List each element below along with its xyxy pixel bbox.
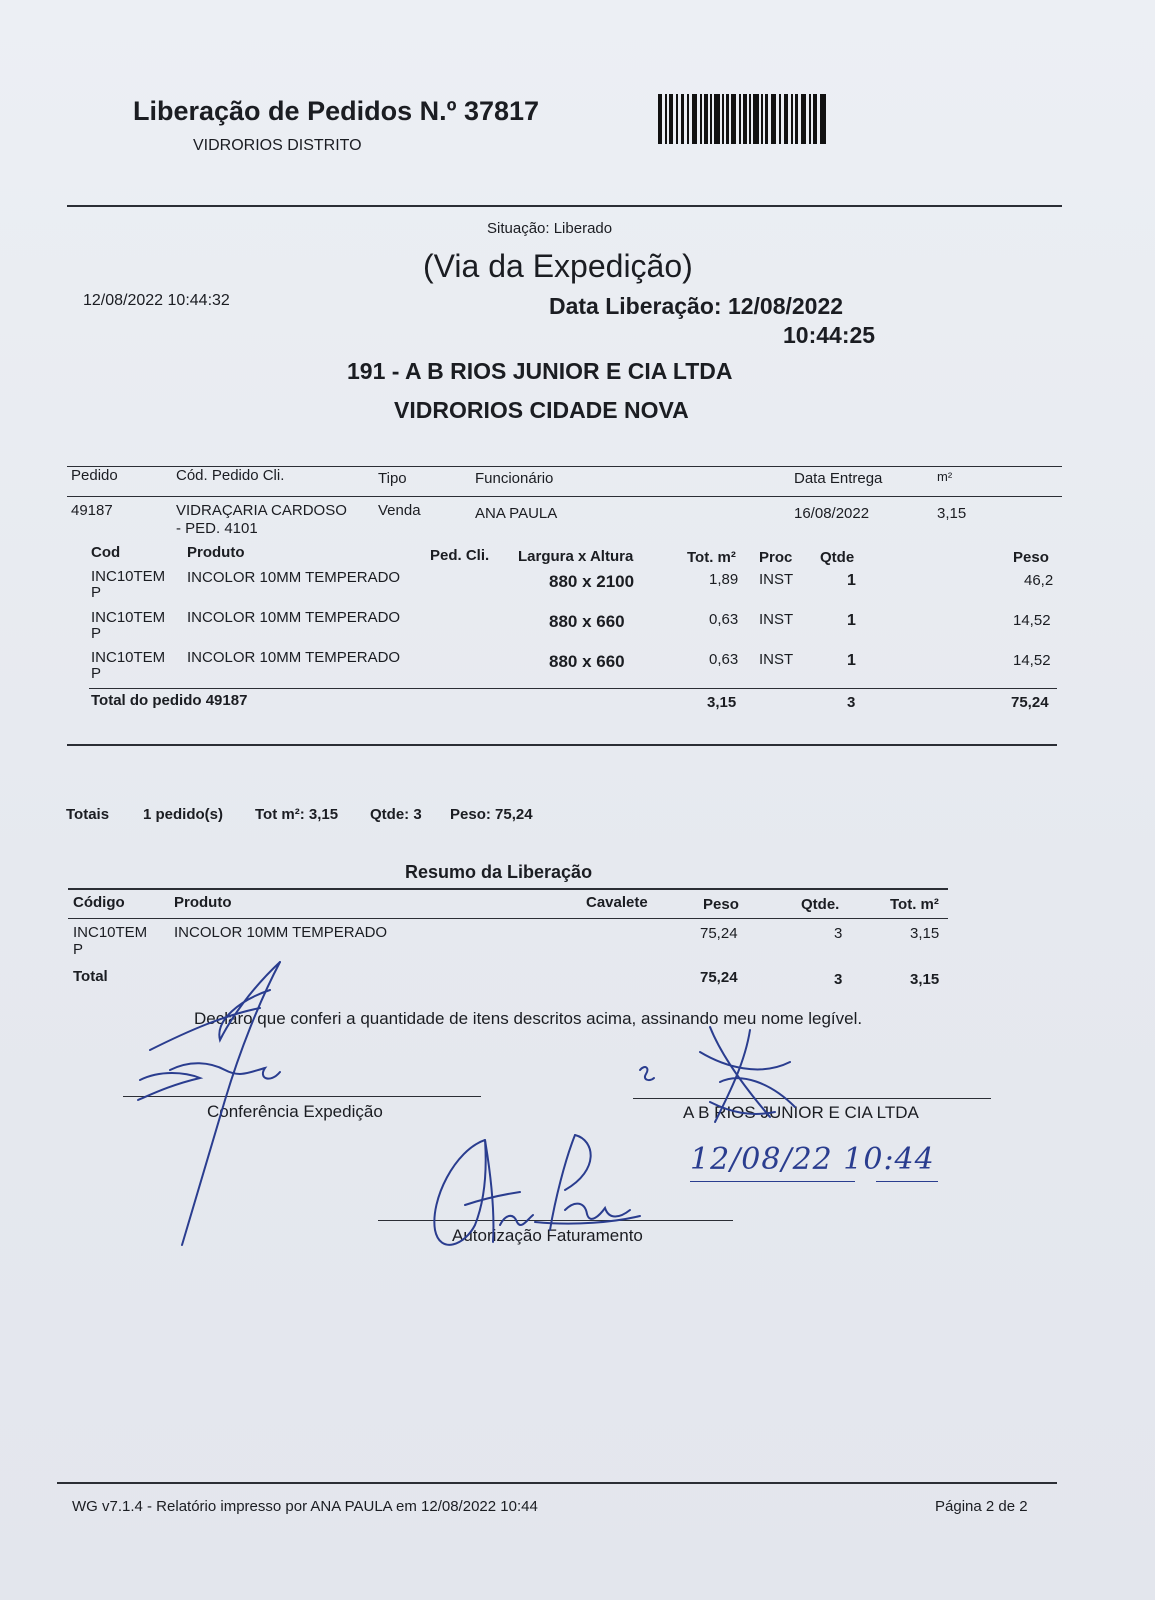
item-cod: INC10TEM <box>91 609 166 626</box>
totals-qtde: Qtde: 3 <box>370 806 422 823</box>
summary-col-tot-m2: Tot. m² <box>890 896 939 913</box>
item-qtde: 1 <box>847 612 856 629</box>
release-time: 10:44:25 <box>783 322 876 348</box>
item-cod-cont: P <box>91 665 102 682</box>
handwritten-signature-client <box>620 1022 820 1132</box>
order-delivery-date: 16/08/2022 <box>794 505 870 522</box>
summary-code: INC10TEM <box>73 924 148 941</box>
col-data-entrega: Data Entrega <box>794 470 883 487</box>
order-total-qtde: 3 <box>847 694 856 711</box>
situation-label: Situação: Liberado <box>487 220 613 237</box>
summary-col-peso: Peso <box>703 896 739 913</box>
col-tipo: Tipo <box>378 470 407 487</box>
col-cod-pedido-cli: Cód. Pedido Cli. <box>176 467 285 484</box>
client-signature-label: A B RIOS JUNIOR E CIA LTDA <box>683 1103 919 1122</box>
item-col-cod: Cod <box>91 544 121 561</box>
order-total-m2: 3,15 <box>707 694 737 711</box>
item-tot-m2: 0,63 <box>709 651 739 668</box>
item-dimensions: 880 x 660 <box>549 612 625 631</box>
company-name: VIDRORIOS DISTRITO <box>193 137 362 154</box>
item-qtde: 1 <box>847 652 856 669</box>
order-total-label: Total do pedido 49187 <box>91 692 248 709</box>
item-tot-m2: 1,89 <box>709 571 739 588</box>
item-col-produto: Produto <box>187 544 245 561</box>
printed-datetime: 12/08/2022 10:44:32 <box>83 292 230 309</box>
conferencia-label: Conferência Expedição <box>207 1102 383 1121</box>
summary-col-produto: Produto <box>174 894 232 911</box>
col-pedido: Pedido <box>71 467 118 484</box>
summary-title: Resumo da Liberação <box>405 862 593 882</box>
totals-label: Totais <box>66 806 110 823</box>
item-cod-cont: P <box>91 584 102 601</box>
header-rule <box>67 205 1062 207</box>
col-funcionario: Funcionário <box>475 470 554 487</box>
summary-header-rule <box>68 918 948 919</box>
order-number: 49187 <box>71 502 113 519</box>
order-type: Venda <box>378 502 421 519</box>
item-product: INCOLOR 10MM TEMPERADO <box>187 569 401 586</box>
summary-tot-m2: 3,15 <box>910 925 940 942</box>
order-total-rule <box>89 688 1057 689</box>
summary-top-rule <box>68 888 948 890</box>
summary-total-tot-m2: 3,15 <box>910 971 940 988</box>
summary-total-peso: 75,24 <box>700 969 738 986</box>
totals-m2: Tot m²: 3,15 <box>255 806 339 823</box>
summary-col-cavalete: Cavalete <box>586 894 648 911</box>
item-col-dimensions: Largura x Altura <box>518 548 634 565</box>
autorizacao-label: Autorização Faturamento <box>452 1226 643 1245</box>
totals-orders: 1 pedido(s) <box>143 806 224 823</box>
col-m2: m² <box>937 469 953 484</box>
item-proc: INST <box>759 571 794 588</box>
handwritten-time-underline <box>876 1181 938 1182</box>
handwritten-signature-conferencia <box>130 960 300 1250</box>
item-cod: INC10TEM <box>91 649 166 666</box>
item-proc: INST <box>759 611 794 628</box>
item-dimensions: 880 x 660 <box>549 652 625 671</box>
summary-code-cont: P <box>73 941 84 958</box>
item-peso: 14,52 <box>1013 612 1051 629</box>
copy-label: (Via da Expedição) <box>423 248 693 284</box>
order-header-bottom-rule <box>67 496 1062 497</box>
item-tot-m2: 0,63 <box>709 611 739 628</box>
document-title: Liberação de Pedidos N.º 37817 <box>133 96 540 126</box>
item-qtde: 1 <box>847 572 856 589</box>
summary-qtde: 3 <box>834 925 843 942</box>
item-peso: 46,2 <box>1024 572 1054 589</box>
summary-product: INCOLOR 10MM TEMPERADO <box>174 924 388 941</box>
barcode <box>658 94 828 144</box>
summary-col-qtde: Qtde. <box>801 896 840 913</box>
item-col-ped-cli: Ped. Cli. <box>430 547 490 564</box>
summary-total-qtde: 3 <box>834 971 843 988</box>
item-product: INCOLOR 10MM TEMPERADO <box>187 609 401 626</box>
order-section-rule <box>67 744 1057 746</box>
client-name: 191 - A B RIOS JUNIOR E CIA LTDA <box>347 358 733 384</box>
order-client-code-cont: - PED. 4101 <box>176 520 258 537</box>
item-proc: INST <box>759 651 794 668</box>
summary-total-label: Total <box>73 968 108 985</box>
summary-peso: 75,24 <box>700 925 738 942</box>
item-col-qtde: Qtde <box>820 549 855 566</box>
order-total-peso: 75,24 <box>1011 694 1049 711</box>
order-m2: 3,15 <box>937 505 967 522</box>
item-cod-cont: P <box>91 625 102 642</box>
handwritten-date-underline <box>690 1181 855 1182</box>
handwritten-signature-autorizacao <box>425 1130 645 1260</box>
item-peso: 14,52 <box>1013 652 1051 669</box>
item-dimensions: 880 x 2100 <box>549 572 635 591</box>
item-col-tot-m2: Tot. m² <box>687 549 736 566</box>
item-product: INCOLOR 10MM TEMPERADO <box>187 649 401 666</box>
totals-peso: Peso: 75,24 <box>450 806 533 823</box>
item-col-proc: Proc <box>759 549 793 566</box>
release-date: Data Liberação: 12/08/2022 <box>549 293 844 319</box>
item-cod: INC10TEM <box>91 568 166 585</box>
page-number: Página 2 de 2 <box>935 1498 1028 1515</box>
footer-printed-by: WG v7.1.4 - Relatório impresso por ANA PAULA em 12/08/2022 10:44 <box>72 1498 538 1515</box>
item-col-peso: Peso <box>1013 549 1049 566</box>
declaration-text: Declaro que conferi a quantidade de itens descritos acima, assinando meu nome legível. <box>194 1009 863 1028</box>
order-employee: ANA PAULA <box>475 505 558 522</box>
footer-rule <box>57 1482 1057 1484</box>
order-client-code: VIDRAÇARIA CARDOSO <box>176 502 347 519</box>
summary-col-codigo: Código <box>73 894 125 911</box>
client-store: VIDRORIOS CIDADE NOVA <box>394 397 689 423</box>
handwritten-date: 12/08/22 10:44 <box>690 1142 935 1177</box>
